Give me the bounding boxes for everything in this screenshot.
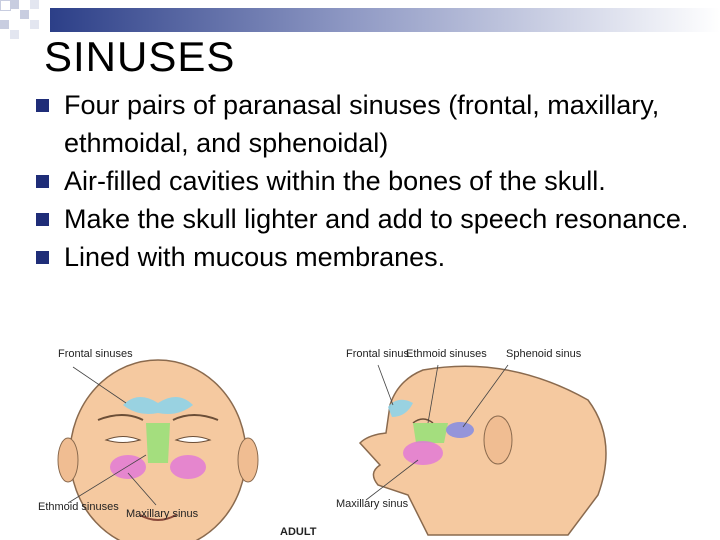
decor-square <box>0 20 9 29</box>
bullet-text: Make the skull lighter and add to speech resonance. <box>64 204 689 234</box>
label-maxillary-sinus-front: Maxillary sinus <box>126 508 199 520</box>
bullet-item <box>36 200 716 238</box>
maxillary-sinus-side-shape <box>403 441 443 465</box>
label-frontal-sinus-side: Frontal sinus <box>346 348 409 360</box>
header-accent-bar <box>50 8 720 32</box>
bullet-list <box>36 86 716 276</box>
sphenoid-sinus-side-shape <box>446 422 474 438</box>
bullet-item <box>36 238 716 276</box>
sinus-diagram-svg <box>28 345 628 540</box>
bullet-text: Lined with mucous membranes. <box>64 242 446 272</box>
bullet-text: Air-filled cavities within the bones of the skull. <box>64 166 606 196</box>
label-sphenoid-sinus-side: Sphenoid sinus <box>506 348 582 360</box>
bullet-square-icon <box>36 251 49 264</box>
decor-square <box>10 30 19 39</box>
decor-square <box>10 0 19 9</box>
decor-square <box>30 20 39 29</box>
maxillary-sinus-shape <box>170 455 206 479</box>
decor-square <box>30 0 39 9</box>
figure-caption: ADULT <box>280 526 317 538</box>
label-ethmoid-sinuses-side: Ethmoid sinuses <box>406 348 487 360</box>
ethmoid-sinus-side-shape <box>413 423 448 443</box>
ethmoid-sinus-shape <box>146 423 170 463</box>
decor-square <box>20 10 29 19</box>
bullet-square-icon <box>36 175 49 188</box>
bullet-item <box>36 86 716 162</box>
bullet-square-icon <box>36 213 49 226</box>
bullet-text: Four pairs of paranasal sinuses (frontal, maxillary, ethmoidal, and sphenoidal) <box>64 90 660 158</box>
sinus-illustration <box>28 345 628 540</box>
slide-title: SINUSES <box>44 33 236 80</box>
label-maxillary-sinus-side: Maxillary sinus <box>336 498 409 510</box>
bullet-item <box>36 162 716 200</box>
label-ethmoid-sinuses-front: Ethmoid sinuses <box>38 501 119 513</box>
label-frontal-sinuses-front: Frontal sinuses <box>58 348 133 360</box>
bullet-square-icon <box>36 99 49 112</box>
